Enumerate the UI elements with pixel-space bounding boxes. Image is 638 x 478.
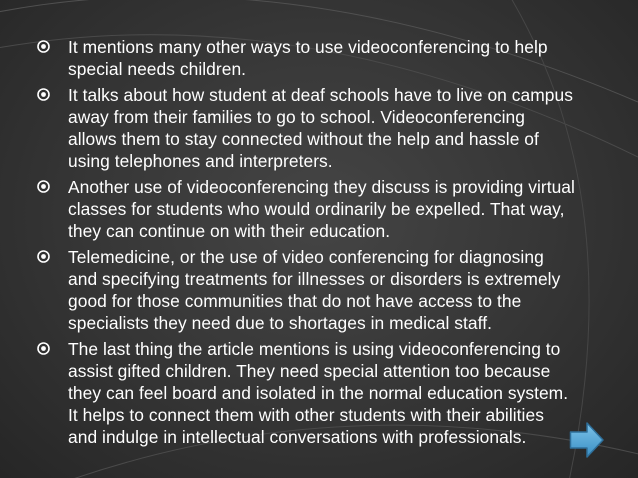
target-bullet-icon (37, 250, 50, 263)
right-arrow-icon[interactable] (569, 421, 605, 459)
target-bullet-icon (37, 342, 50, 355)
bullet-list (37, 36, 577, 452)
bullet-item (37, 338, 577, 448)
bullet-text: Telemedicine, or the use of video conferencing for diagnosing and specifying treatments for illnesses or disorders is extremely good for those communities that do not have access to the specialists they need due to shortages in medical staff. (68, 247, 561, 333)
bullet-text: It talks about how student at deaf schools have to live on campus away from their families to go to school. Videoconferencing allows them to stay connected without the help and hassle of using telephones and interpreters. (68, 85, 573, 171)
bullet-text: It mentions many other ways to use videoconferencing to help special needs children. (68, 37, 548, 79)
bullet-item (37, 84, 577, 172)
bullet-text: The last thing the article mentions is using videoconferencing to assist gifted children. They need special attention too because they can feel board and isolated in the normal education system. It helps to connect them with other students with their abilities and indulge in intellectual conversations with professionals. (68, 339, 569, 447)
target-bullet-icon (37, 180, 50, 193)
bullet-item (37, 36, 577, 80)
bullet-item (37, 176, 577, 242)
target-bullet-icon (37, 40, 50, 53)
target-bullet-icon (37, 88, 50, 101)
bullet-item (37, 246, 577, 334)
bullet-text: Another use of videoconferencing they discuss is providing virtual classes for students who would ordinarily be expelled. That way, they can continue on with their education. (68, 177, 575, 241)
